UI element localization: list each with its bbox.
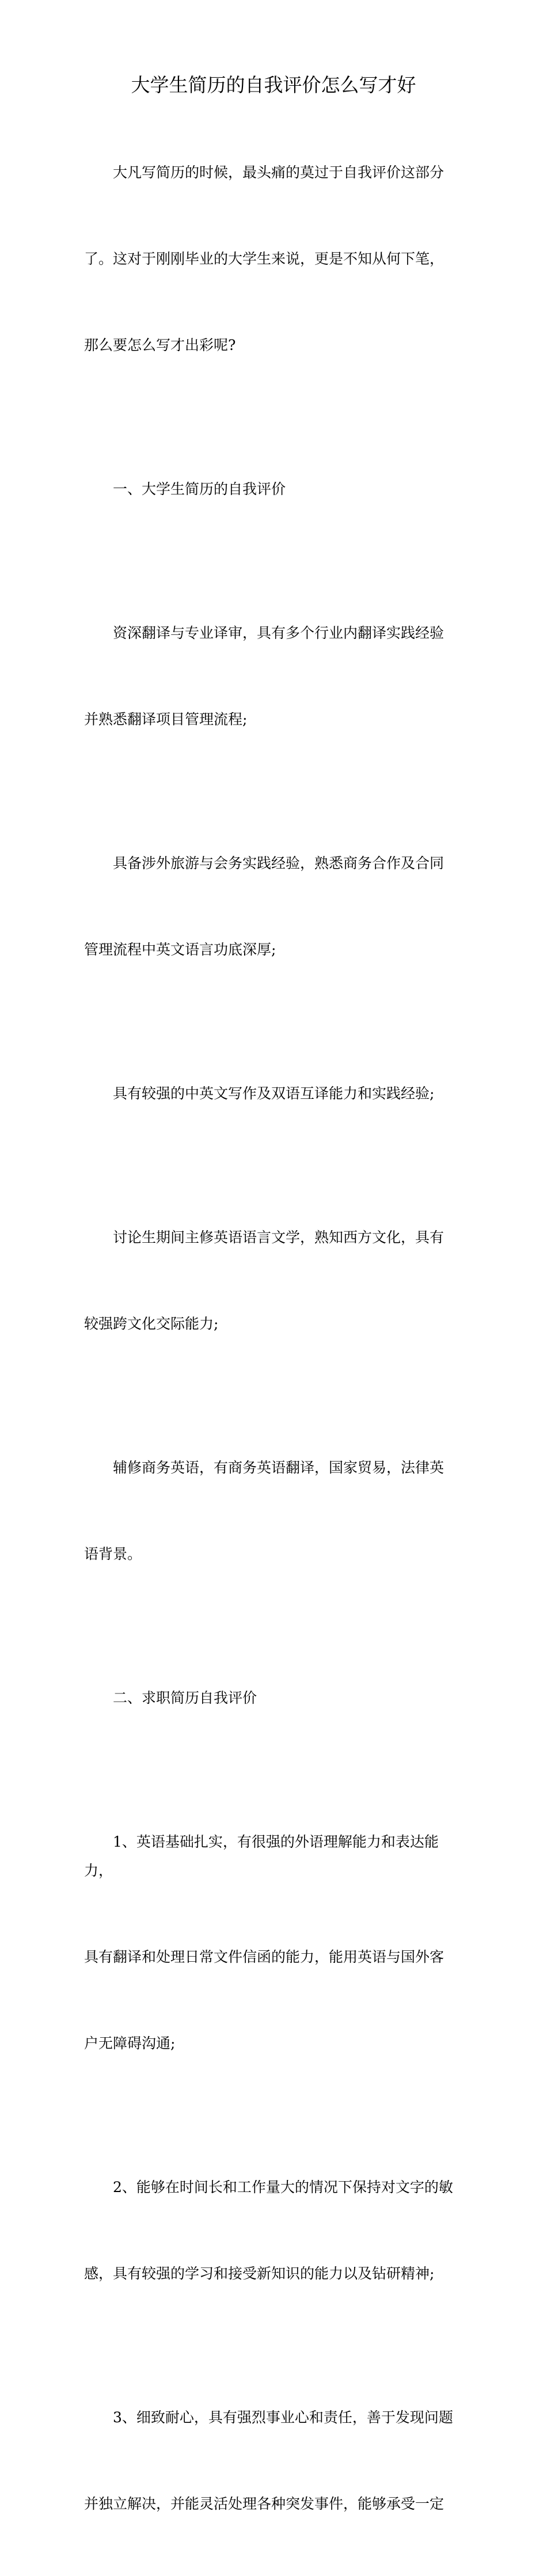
text-line: 大凡写简历的时候，最头痛的莫过于自我评价这部分 [113,164,445,181]
paragraph [84,561,467,792]
text-line: 户无障碍沟通; [84,2035,176,2052]
numbered-paragraph [84,1770,467,2115]
paragraph [84,1166,467,1396]
numbered-paragraph [84,2115,467,2346]
text-line: 具备涉外旅游与会务实践经验，熟悉商务合作及合同 [113,855,445,872]
text-line: 较强跨文化交际能力; [84,1315,219,1332]
text-line: 3、细致耐心，具有强烈事业心和责任，善于发现问题 [113,2409,453,2426]
text-line: 语背景。 [84,1546,142,1562]
paragraph [84,792,467,1022]
section-heading-1 [84,417,467,561]
document-title: 大学生简历的自我评价怎么写才好 [131,74,416,96]
text-line: 并独立解决，并能灵活处理各种突发事件，能够承受一定 [84,2495,445,2512]
text-line: 具有翻译和处理日常文件信函的能力，能用英语与国外客 [84,1949,445,1965]
text-line: 感，具有较强的学习和接受新知识的能力以及钻研精神; [84,2265,435,2282]
text-line: 并熟悉翻译项目管理流程; [84,711,248,728]
text-line: 辅修商务英语，有商务英语翻译，国家贸易，法律英 [113,1459,445,1476]
paragraph [84,1396,467,1626]
document-body [84,101,467,2576]
text-line: 资深翻译与专业译审，具有多个行业内翻译实践经验 [113,625,445,641]
paragraph [84,1022,467,1166]
text-line: 那么要怎么写才出彩呢? [84,337,236,353]
text-line: 管理流程中英文语言功底深厚; [84,941,276,958]
text-line: 2、能够在时间长和工作量大的情况下保持对文字的敏 [113,2179,453,2196]
text-line: 讨论生期间主修英语语言文学，熟知西方文化，具有 [113,1229,445,1246]
text-line: 具有较强的中英文写作及双语互译能力和实践经验; [113,1085,435,1102]
section-heading-2 [84,1626,467,1770]
numbered-paragraph [84,2346,467,2576]
text-line: 一、大学生简历的自我评价 [113,481,286,497]
text-line: 二、求职简历自我评价 [113,1690,257,1706]
text-line: 1、英语基础扎实，有很强的外语理解能力和表达能力， [84,1833,439,1879]
text-line: 了。这对于刚刚毕业的大学生来说，更是不知从何下笔， [84,250,445,267]
paragraph-intro [84,101,467,417]
